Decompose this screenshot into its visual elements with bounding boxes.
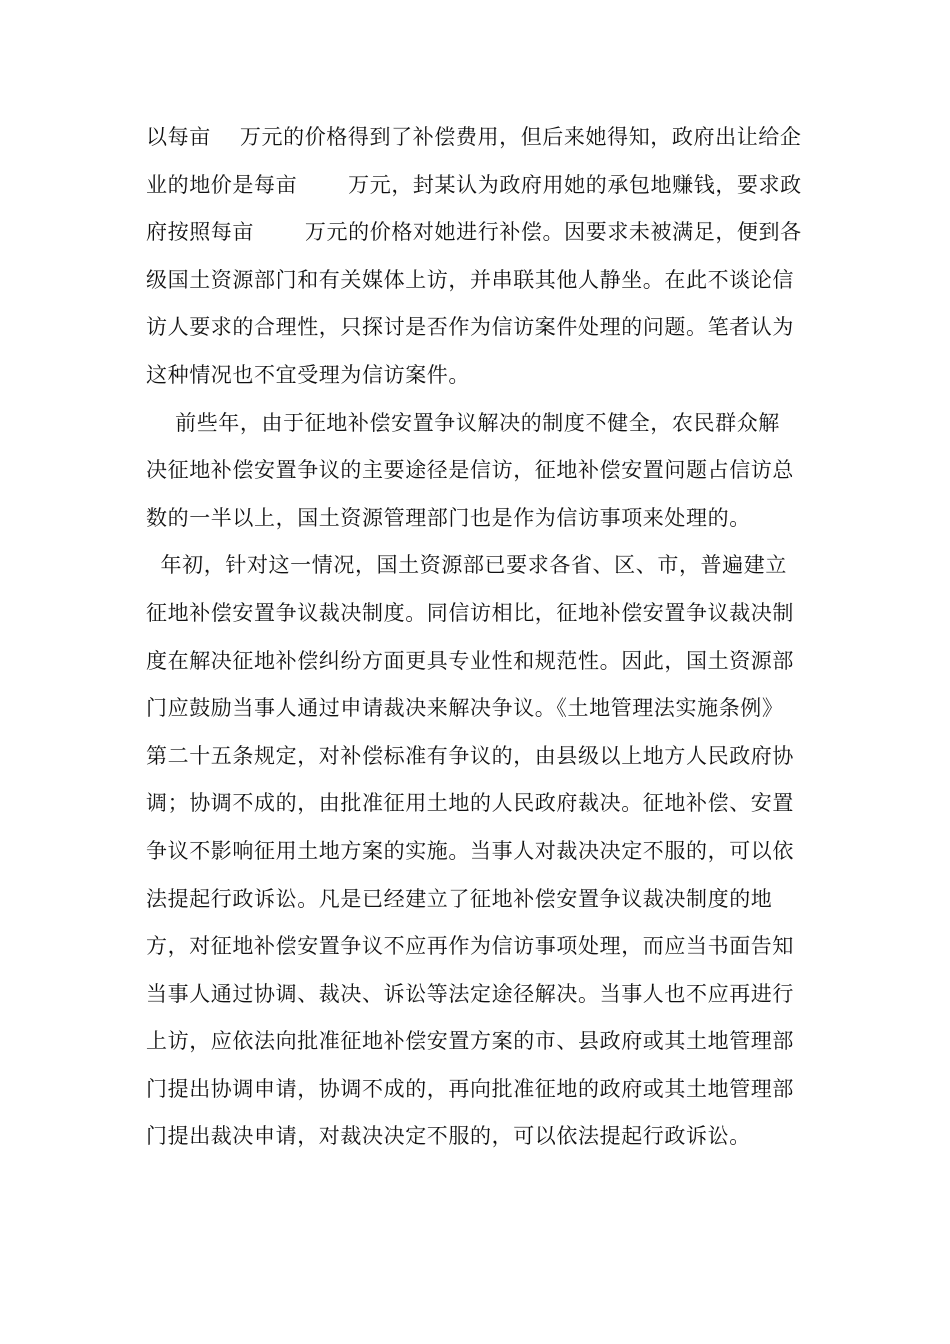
text-line: 前些年，由于征地补偿安置争议解决的制度不健全，农民群众解 xyxy=(146,410,780,435)
text-line: 调；协调不成的，由批准征用土地的人民政府裁决。征地补偿、安置 xyxy=(146,791,794,816)
text-line: 门应鼓励当事人通过申请裁决来解决争议。《土地管理法实施条例》 xyxy=(146,696,784,721)
text-line: 度在解决征地补偿纠纷方面更具专业性和规范性。因此，国土资源部 xyxy=(146,648,794,673)
body-text xyxy=(146,114,826,1161)
text-line: 级国土资源部门和有关媒体上访，并串联其他人静坐。在此不谈论信 xyxy=(146,267,794,292)
text-line: 上访，应依法向批准征地补偿安置方案的市、县政府或其土地管理部 xyxy=(146,1029,794,1054)
text-line: 门提出裁决申请，对裁决决定不服的，可以依法提起行政诉讼。 xyxy=(146,1124,751,1149)
text-line: 访人要求的合理性，只探讨是否作为信访案件处理的问题。笔者认为 xyxy=(146,315,794,340)
text-line: 征地补偿安置争议裁决制度。同信访相比，征地补偿安置争议裁决制 xyxy=(146,600,794,625)
text-line: 第二十五条规定，对补偿标准有争议的，由县级以上地方人民政府协 xyxy=(146,743,794,768)
text-line: 数的一半以上，国土资源管理部门也是作为信访事项来处理的。 xyxy=(146,505,751,530)
text-line: 当事人通过协调、裁决、诉讼等法定途径解决。当事人也不应再进行 xyxy=(146,981,794,1006)
text-line: 年初，针对这一情况，国土资源部已要求各省、区、市，普遍建立 xyxy=(146,553,787,578)
text-line: 方，对征地补偿安置争议不应再作为信访事项处理，而应当书面告知 xyxy=(146,934,794,959)
text-line: 法提起行政诉讼。凡是已经建立了征地补偿安置争议裁决制度的地 xyxy=(146,886,773,911)
text-line: 这种情况也不宜受理为信访案件。 xyxy=(146,362,470,387)
text-line: 府按照每亩 万元的价格对她进行补偿。因要求未被满足，便到各 xyxy=(146,220,802,245)
text-line: 决征地补偿安置争议的主要途径是信访，征地补偿安置问题占信访总 xyxy=(146,458,794,483)
text-line: 争议不影响征用土地方案的实施。当事人对裁决决定不服的，可以依 xyxy=(146,838,794,863)
text-line: 门提出协调申请，协调不成的，再向批准征地的政府或其土地管理部 xyxy=(146,1076,794,1101)
text-line: 业的地价是每亩 万元，封某认为政府用她的承包地赚钱，要求政 xyxy=(146,172,802,197)
text-line: 以每亩 万元的价格得到了补偿费用，但后来她得知，政府出让给企 xyxy=(146,125,802,149)
